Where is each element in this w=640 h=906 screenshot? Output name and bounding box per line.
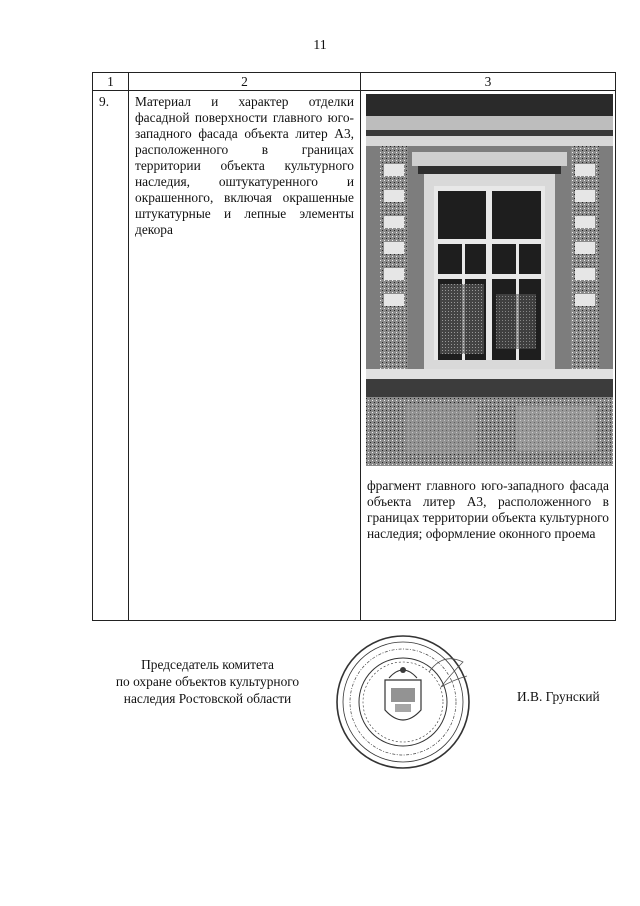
photo-cell [361, 91, 616, 621]
table-row [93, 91, 616, 621]
official-stamp [333, 632, 473, 772]
row-number: 9. [93, 91, 129, 621]
signer-name: И.В. Грунский [517, 689, 600, 704]
photo-caption: фрагмент главного юго-западного фасада объекта литер А3, расположенного в границах территории объекта культурного наследия; оформление оконного проема [367, 478, 609, 541]
signature-title-line: Председатель комитета [141, 657, 274, 672]
facade-window-photo [366, 94, 613, 466]
page-number: 11 [313, 38, 327, 53]
signature-title-line: по охране объектов культурного [115, 674, 300, 689]
header-col-1: 1 [93, 73, 129, 91]
row-description: Материал и характер отделки фасадной поверхности главного юго-западного фасада объекта литер А3, расположенного в границах территории объекта культурного наследия, оштукатуренного и окрашенного, включая окрашенные штукатурные и лепные элементы декора [129, 91, 361, 621]
signature-title [100, 656, 315, 707]
heritage-table [92, 72, 616, 621]
header-col-2: 2 [129, 73, 361, 91]
table-header-row [93, 73, 616, 91]
header-col-3: 3 [361, 73, 616, 91]
signature-title-line: наследия Ростовской области [123, 691, 292, 706]
